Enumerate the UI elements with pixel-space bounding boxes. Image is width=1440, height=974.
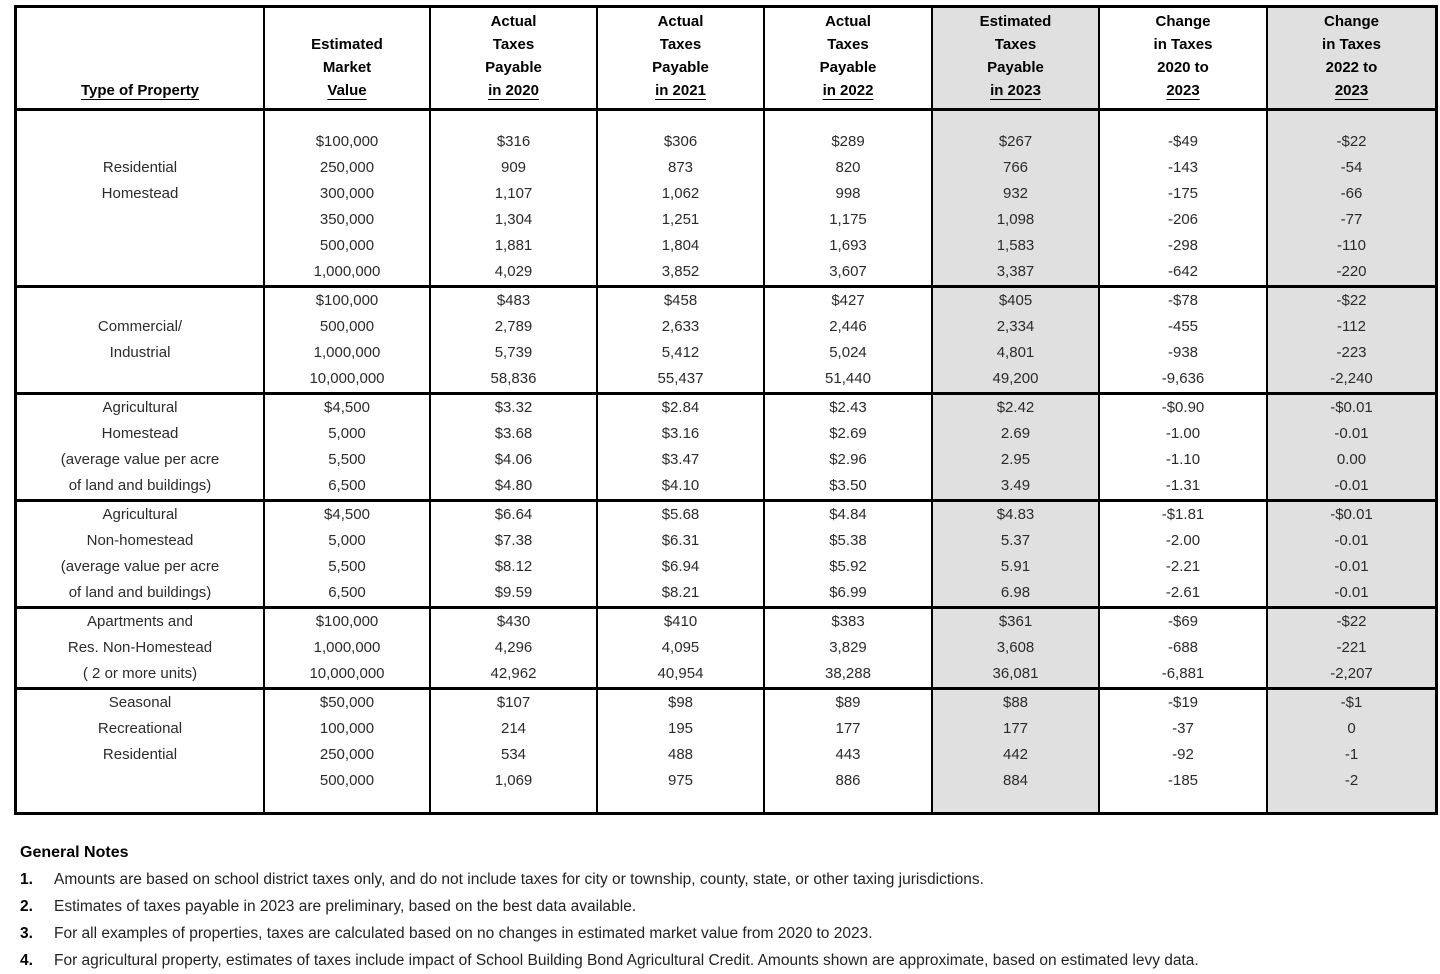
- value-column-change-2022-2023: [1268, 609, 1435, 687]
- value-column-market-value: [265, 395, 431, 499]
- table-cell: 500,000: [319, 772, 375, 789]
- table-cell: 3,852: [661, 263, 700, 280]
- table-cell: 5.91: [1000, 558, 1031, 575]
- table-cell: $361: [998, 613, 1033, 630]
- table-cell: -$22: [1336, 613, 1367, 630]
- table-cell: 3,607: [829, 263, 867, 280]
- table-cell: 100,000: [319, 720, 375, 737]
- property-type-line: Res. Non-Homestead: [67, 639, 213, 656]
- table-cell: 5,500: [328, 558, 366, 575]
- property-type-line: ( 2 or more units): [82, 665, 198, 682]
- property-type-line: Apartments and: [87, 613, 193, 630]
- note-number: 3.: [20, 925, 33, 942]
- header-line: Taxes: [994, 36, 1037, 53]
- value-column-taxes-2022: [765, 111, 933, 285]
- property-type-label: [17, 111, 265, 285]
- table-cell: $100,000: [315, 292, 379, 309]
- table-cell: 5,739: [494, 344, 533, 361]
- table-cell: 58,836: [490, 370, 537, 387]
- table-cell: $4,500: [324, 506, 370, 523]
- note-number: 4.: [20, 952, 33, 969]
- table-cell: 2.95: [1000, 451, 1031, 468]
- table-cell: -112: [1337, 318, 1366, 335]
- table-cell: $100,000: [315, 133, 379, 150]
- note-text: For all examples of properties, taxes are calculated based on no changes in estimated market value from 2020 to 2023.: [54, 925, 873, 942]
- table-cell: -$78: [1167, 292, 1199, 309]
- table-cell: 766: [1002, 159, 1029, 176]
- table-cell: $4.80: [494, 477, 533, 494]
- table-cell: 3,387: [996, 263, 1035, 280]
- value-column-taxes-2022: [765, 609, 933, 687]
- table-cell: $2.42: [996, 399, 1035, 416]
- table-cell: $458: [663, 292, 698, 309]
- table-cell: -223: [1336, 344, 1367, 361]
- table-cell: $5.38: [829, 532, 867, 549]
- table-cell: 3.49: [1000, 477, 1031, 494]
- table-cell: 932: [1002, 185, 1029, 202]
- table-cell: $6.94: [661, 558, 700, 575]
- value-column-change-2022-2023: [1268, 690, 1435, 812]
- table-cell: 886: [835, 772, 861, 789]
- value-column-change-2020-2023: [1100, 609, 1268, 687]
- property-type-line: Recreational: [97, 720, 183, 737]
- table-cell: -$1.81: [1161, 506, 1205, 523]
- table-cell: -$0.01: [1330, 399, 1373, 416]
- note-item: [20, 920, 1420, 947]
- table-cell: -$0.01: [1330, 506, 1373, 523]
- table-cell: 36,081: [992, 665, 1039, 682]
- value-column-taxes-2023: [933, 288, 1100, 392]
- table-cell: -1.10: [1165, 451, 1201, 468]
- table-cell: 820: [835, 159, 861, 176]
- table-cell: 1,583: [996, 237, 1035, 254]
- header-line: Type of Property: [80, 82, 200, 99]
- table-cell: $4.06: [494, 451, 533, 468]
- value-column-change-2020-2023: [1100, 395, 1268, 499]
- table-cell: $4.83: [996, 506, 1035, 523]
- header-line: 2022 to: [1325, 59, 1378, 76]
- table-cell: $483: [496, 292, 531, 309]
- property-type-line: Seasonal: [108, 694, 172, 711]
- value-column-taxes-2023: [933, 609, 1100, 687]
- value-column-change-2022-2023: [1268, 395, 1435, 499]
- header-line: Taxes: [827, 36, 869, 53]
- table-cell: -2.00: [1165, 532, 1201, 549]
- table-cell: $4.10: [661, 477, 700, 494]
- value-column-change-2022-2023: [1268, 111, 1435, 285]
- table-cell: -298: [1167, 237, 1199, 254]
- column-header-taxes-2020: [431, 8, 598, 108]
- table-cell: 4,801: [996, 344, 1035, 361]
- value-column-taxes-2023: [933, 502, 1100, 606]
- table-cell: -0.01: [1334, 532, 1369, 549]
- note-item: [20, 866, 1420, 893]
- table-cell: -642: [1167, 263, 1199, 280]
- header-line: Actual: [825, 13, 871, 30]
- table-cell: -77: [1340, 211, 1363, 228]
- header-line: Actual: [657, 13, 704, 30]
- table-cell: 2,446: [829, 318, 867, 335]
- table-cell: $50,000: [319, 694, 375, 711]
- table-cell: -1: [1344, 746, 1359, 763]
- table-cell: 250,000: [319, 746, 375, 763]
- table-cell: 3,829: [829, 639, 867, 656]
- notes-list: [20, 866, 1420, 974]
- value-column-taxes-2021: [598, 111, 765, 285]
- table-cell: 1,175: [829, 211, 867, 228]
- table-cell: 42,962: [490, 665, 537, 682]
- table-cell: $5.92: [829, 558, 867, 575]
- table-cell: $3.50: [829, 477, 867, 494]
- value-column-change-2020-2023: [1100, 502, 1268, 606]
- table-cell: -221: [1336, 639, 1367, 656]
- table-cell: 1,693: [829, 237, 867, 254]
- property-type-line: Homestead: [101, 425, 179, 442]
- column-header-property-type: [17, 8, 265, 108]
- header-line: Market: [322, 59, 372, 76]
- value-column-taxes-2021: [598, 502, 765, 606]
- property-type-label: [17, 609, 265, 687]
- property-type-line: Agricultural: [102, 399, 178, 416]
- table-cell: 1,069: [494, 772, 533, 789]
- property-type-line: Non-homestead: [86, 532, 194, 549]
- property-type-label: [17, 690, 265, 812]
- table-cell: -0.01: [1334, 558, 1369, 575]
- header-line: Change: [1323, 13, 1379, 30]
- table-cell: -0.01: [1334, 584, 1369, 601]
- table-cell: -66: [1340, 185, 1363, 202]
- header-line: Actual: [490, 13, 537, 30]
- table-cell: $410: [663, 613, 698, 630]
- column-header-change-2022-2023: [1268, 8, 1435, 108]
- table-cell: -0.01: [1334, 477, 1369, 494]
- table-cell: 534: [500, 746, 527, 763]
- value-column-taxes-2022: [765, 288, 933, 392]
- table-cell: $3.68: [494, 425, 533, 442]
- table-cell: 55,437: [657, 370, 704, 387]
- table-cell: $2.69: [829, 425, 867, 442]
- header-line: 2023: [1166, 82, 1200, 99]
- column-header-taxes-2022: [765, 8, 933, 108]
- table-cell: 1,881: [494, 237, 533, 254]
- table-cell: 4,296: [494, 639, 533, 656]
- table-cell: 1,062: [661, 185, 700, 202]
- table-cell: 38,288: [825, 665, 871, 682]
- value-column-market-value: [265, 609, 431, 687]
- note-item: [20, 893, 1420, 920]
- note-number: 1.: [20, 871, 33, 888]
- table-cell: -$22: [1336, 292, 1367, 309]
- table-cell: 3,608: [996, 639, 1035, 656]
- table-cell: 443: [835, 746, 861, 763]
- table-cell: 10,000,000: [309, 370, 385, 387]
- header-line: Taxes: [492, 36, 535, 53]
- value-column-taxes-2023: [933, 395, 1100, 499]
- table-cell: 5,000: [328, 425, 366, 442]
- property-type-label: [17, 395, 265, 499]
- table-cell: 0: [1347, 720, 1356, 737]
- table-cell: $267: [998, 133, 1033, 150]
- table-cell: 177: [1002, 720, 1029, 737]
- table-cell: 177: [835, 720, 861, 737]
- value-column-change-2022-2023: [1268, 502, 1435, 606]
- property-type-line: (average value per acre: [60, 558, 220, 575]
- table-cell: 1,304: [494, 211, 533, 228]
- table-cell: 442: [1002, 746, 1029, 763]
- property-type-line: Residential: [102, 159, 178, 176]
- table-cell: $3.47: [661, 451, 700, 468]
- table-cell: $6.31: [661, 532, 700, 549]
- property-type-line: (average value per acre: [60, 451, 220, 468]
- note-item: [20, 947, 1420, 974]
- header-line: in 2022: [822, 82, 874, 99]
- column-header-taxes-2021: [598, 8, 765, 108]
- table-cell: -688: [1167, 639, 1199, 656]
- value-column-taxes-2021: [598, 690, 765, 812]
- property-type-line: Commercial/: [97, 318, 183, 335]
- header-line: 2020 to: [1157, 59, 1209, 76]
- table-cell: 500,000: [319, 237, 375, 254]
- header-line: Value: [327, 82, 367, 99]
- header-line: Estimated: [979, 13, 1052, 30]
- value-column-market-value: [265, 111, 431, 285]
- header-line: Payable: [819, 59, 877, 76]
- table-cell: 1,804: [661, 237, 700, 254]
- table-cell: 998: [835, 185, 861, 202]
- table-cell: 0.00: [1336, 451, 1367, 468]
- table-cell: $8.12: [494, 558, 533, 575]
- table-cell: -6,881: [1161, 665, 1205, 682]
- table-cell: 5,000: [328, 532, 366, 549]
- table-cell: 49,200: [992, 370, 1039, 387]
- table-cell: 300,000: [319, 185, 375, 202]
- property-type-line: of land and buildings): [68, 584, 212, 601]
- table-cell: -938: [1167, 344, 1199, 361]
- table-cell: $383: [831, 613, 865, 630]
- value-column-taxes-2020: [431, 395, 598, 499]
- value-column-taxes-2021: [598, 609, 765, 687]
- value-column-taxes-2020: [431, 111, 598, 285]
- value-column-taxes-2021: [598, 288, 765, 392]
- table-cell: -0.01: [1334, 425, 1369, 442]
- table-cell: 1,000,000: [313, 263, 381, 280]
- table-cell: $98: [667, 694, 694, 711]
- table-cell: -206: [1167, 211, 1199, 228]
- table-cell: $427: [831, 292, 865, 309]
- header-line: Estimated: [311, 36, 383, 53]
- table-cell: 1,000,000: [313, 344, 381, 361]
- table-cell: 975: [667, 772, 694, 789]
- table-cell: $3.32: [494, 399, 533, 416]
- value-column-taxes-2021: [598, 395, 765, 499]
- table-cell: $2.43: [829, 399, 867, 416]
- table-cell: $405: [998, 292, 1033, 309]
- value-column-change-2020-2023: [1100, 288, 1268, 392]
- table-cell: -455: [1167, 318, 1199, 335]
- column-header-taxes-2023: [933, 8, 1100, 108]
- value-column-market-value: [265, 502, 431, 606]
- table-cell: $2.84: [661, 399, 700, 416]
- table-cell: 2.69: [1000, 425, 1031, 442]
- table-cell: 51,440: [825, 370, 871, 387]
- table-cell: $6.64: [494, 506, 533, 523]
- table-cell: $306: [663, 133, 698, 150]
- value-column-taxes-2023: [933, 111, 1100, 285]
- table-cell: 350,000: [319, 211, 375, 228]
- table-cell: 10,000,000: [309, 665, 385, 682]
- table-cell: $9.59: [494, 584, 533, 601]
- table-cell: $5.68: [661, 506, 700, 523]
- table-cell: -$22: [1336, 133, 1367, 150]
- table-cell: 884: [1002, 772, 1029, 789]
- note-text: For agricultural property, estimates of taxes include impact of School Building Bond Agricultural Credit. Amounts shown are approximate, based on estimated levy data.: [54, 952, 1199, 969]
- header-line: Payable: [485, 59, 542, 76]
- value-column-market-value: [265, 690, 431, 812]
- table-cell: $88: [1002, 694, 1029, 711]
- table-cell: -$1: [1340, 694, 1363, 711]
- note-text: Amounts are based on school district taxes only, and do not include taxes for city or township, county, state, or other taxing jurisdictions.: [54, 871, 984, 888]
- table-cell: 873: [667, 159, 694, 176]
- property-type-label: [17, 288, 265, 392]
- table-cell: 909: [500, 159, 527, 176]
- table-cell: $316: [496, 133, 531, 150]
- table-cell: 214: [500, 720, 527, 737]
- header-line: Change: [1155, 13, 1211, 30]
- value-column-taxes-2022: [765, 690, 933, 812]
- table-cell: 1,107: [494, 185, 533, 202]
- table-cell: 5,024: [829, 344, 867, 361]
- table-cell: 5,500: [328, 451, 366, 468]
- header-line: Taxes: [659, 36, 702, 53]
- table-cell: 1,098: [996, 211, 1035, 228]
- header-line: in Taxes: [1153, 36, 1213, 53]
- table-cell: $430: [496, 613, 531, 630]
- table-cell: 4,095: [661, 639, 700, 656]
- table-cell: $4,500: [324, 399, 370, 416]
- table-cell: -37: [1172, 720, 1194, 737]
- property-type-line: Homestead: [101, 185, 179, 202]
- header-line: Payable: [652, 59, 709, 76]
- table-cell: -1.31: [1165, 477, 1201, 494]
- table-cell: 2,334: [996, 318, 1035, 335]
- table-cell: 488: [667, 746, 694, 763]
- note-number: 2.: [20, 898, 33, 915]
- property-type-line: of land and buildings): [68, 477, 212, 494]
- value-column-taxes-2020: [431, 609, 598, 687]
- table-cell: 5,412: [661, 344, 700, 361]
- table-cell: 4,029: [494, 263, 533, 280]
- value-column-taxes-2020: [431, 288, 598, 392]
- value-column-taxes-2020: [431, 690, 598, 812]
- table-cell: -2.61: [1165, 584, 1201, 601]
- table-cell: -9,636: [1161, 370, 1205, 387]
- table-cell: 2,633: [661, 318, 700, 335]
- table-cell: 6.98: [1000, 584, 1031, 601]
- table-cell: 6,500: [328, 477, 366, 494]
- table-cell: -185: [1167, 772, 1199, 789]
- header-line: in 2020: [488, 82, 539, 99]
- table-cell: -220: [1336, 263, 1367, 280]
- table-cell: -2,240: [1330, 370, 1373, 387]
- property-tax-table: [14, 5, 1438, 815]
- table-cell: -92: [1172, 746, 1194, 763]
- note-text: Estimates of taxes payable in 2023 are preliminary, based on the best data available.: [54, 898, 637, 915]
- general-notes: [20, 839, 1420, 974]
- property-type-line: Agricultural: [102, 506, 178, 523]
- table-cell: -1.00: [1165, 425, 1201, 442]
- table-cell: $6.99: [829, 584, 867, 601]
- table-cell: 500,000: [319, 318, 375, 335]
- header-line: Payable: [987, 59, 1044, 76]
- property-type-label: [17, 502, 265, 606]
- table-cell: -175: [1167, 185, 1199, 202]
- value-column-change-2020-2023: [1100, 690, 1268, 812]
- table-cell: 1,251: [661, 211, 700, 228]
- header-line: in 2023: [990, 82, 1041, 99]
- table-cell: -2.21: [1165, 558, 1201, 575]
- value-column-market-value: [265, 288, 431, 392]
- table-cell: 40,954: [657, 665, 704, 682]
- table-cell: -$19: [1167, 694, 1199, 711]
- table-cell: 1,000,000: [313, 639, 381, 656]
- table-cell: $7.38: [494, 532, 533, 549]
- table-cell: 195: [667, 720, 694, 737]
- column-header-change-2020-2023: [1100, 8, 1268, 108]
- table-cell: $4.84: [829, 506, 867, 523]
- notes-title: General Notes: [20, 844, 129, 861]
- table-cell: $289: [831, 133, 865, 150]
- table-cell: -$0.90: [1161, 399, 1205, 416]
- header-line: in 2021: [655, 82, 706, 99]
- property-type-line: Residential: [102, 746, 178, 763]
- value-column-taxes-2022: [765, 395, 933, 499]
- table-cell: -$69: [1167, 613, 1199, 630]
- table-cell: 5.37: [1000, 532, 1031, 549]
- table-cell: -143: [1167, 159, 1199, 176]
- table-cell: -2: [1344, 772, 1359, 789]
- table-cell: $3.16: [661, 425, 700, 442]
- value-column-taxes-2022: [765, 502, 933, 606]
- table-cell: $100,000: [315, 613, 379, 630]
- table-cell: $89: [835, 694, 861, 711]
- table-cell: $2.96: [829, 451, 867, 468]
- header-line: 2023: [1334, 82, 1369, 99]
- value-column-change-2020-2023: [1100, 111, 1268, 285]
- value-column-change-2022-2023: [1268, 288, 1435, 392]
- table-cell: -$49: [1167, 133, 1199, 150]
- value-column-taxes-2023: [933, 690, 1100, 812]
- table-cell: 250,000: [319, 159, 375, 176]
- table-cell: $8.21: [661, 584, 700, 601]
- table-cell: -54: [1340, 159, 1363, 176]
- table-cell: 2,789: [494, 318, 533, 335]
- value-column-taxes-2020: [431, 502, 598, 606]
- property-type-line: Industrial: [109, 344, 171, 361]
- table-cell: -2,207: [1330, 665, 1373, 682]
- table-cell: 6,500: [328, 584, 366, 601]
- table-cell: -110: [1337, 237, 1366, 254]
- column-header-market-value: [265, 8, 431, 108]
- header-line: in Taxes: [1322, 36, 1381, 53]
- table-cell: $107: [496, 694, 531, 711]
